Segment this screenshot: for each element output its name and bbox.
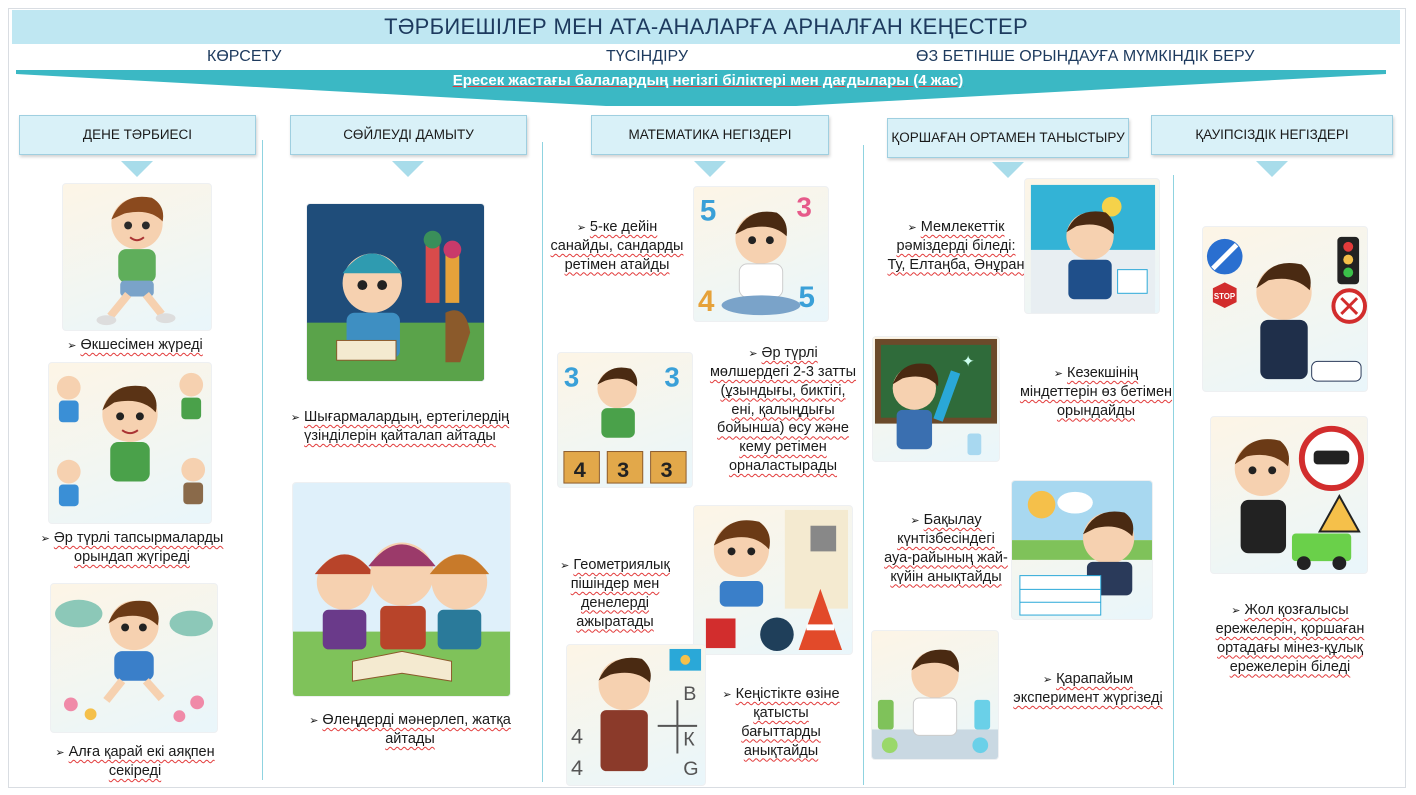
direction-letter: В xyxy=(683,683,697,706)
list-item: ➢ Бақылау күнтізбесіндегі ауа-райының жай-күйін анықтайды xyxy=(884,512,1008,585)
digit-label: 3 xyxy=(660,457,673,483)
bullet-arrow-icon: ➢ xyxy=(560,560,570,572)
bullet-arrow-icon: ➢ xyxy=(910,515,920,527)
arrow-down-icon xyxy=(121,161,153,177)
svg-text:✦: ✦ xyxy=(961,353,975,371)
list-item: ➢ Геометриялық пішіндер мен денелерді ажыратады xyxy=(560,557,670,630)
list-item: ➢ Шығармалардың, ертегілердің үзінділерін қайталап айтады xyxy=(290,409,510,444)
list-item: ➢ Кеңістікте өзіне қатысты бағыттарды анықтайды xyxy=(722,686,840,759)
category-environment: ҚОРШАҒАН ОРТАМЕН ТАНЫСТЫРУ xyxy=(887,118,1129,158)
children-with-book-illustration xyxy=(292,482,511,697)
boy-with-number-blocks-illustration xyxy=(557,352,693,488)
boy-state-symbols-illustration xyxy=(1024,178,1160,314)
bullet-arrow-icon: ➢ xyxy=(1231,605,1241,617)
list-item: ➢ 5-ке дейін санайды, сандарды ретімен атайды xyxy=(550,219,684,273)
stop-sign-label: STOP xyxy=(1213,292,1236,302)
list-item: ➢ Әр түрлі мөлшердегі 2-3 затты (ұзындығы, биктігі, ені, қалыңдығы бойынша) өсу және кему ретімен орналастырады xyxy=(709,345,857,475)
bullet-arrow-icon: ➢ xyxy=(67,340,77,352)
bullet-arrow-icon: ➢ xyxy=(1053,368,1064,380)
direction-letter: 4 xyxy=(570,755,584,781)
direction-letter: G xyxy=(683,758,699,781)
digit-label: 5 xyxy=(699,194,717,228)
boy-weather-calendar-illustration xyxy=(1011,480,1153,620)
method-explain: ТҮСІНДІРУ xyxy=(606,48,688,65)
boy-directions-illustration xyxy=(566,644,706,786)
direction-letter: 4 xyxy=(570,723,584,749)
list-item: ➢ Өкшесімен жүреді xyxy=(67,337,203,353)
arrow-down-icon xyxy=(694,161,726,177)
bullet-arrow-icon: ➢ xyxy=(55,747,65,759)
boy-counting-numbers-illustration xyxy=(693,186,829,322)
column-divider xyxy=(262,140,263,780)
boys-running-illustration xyxy=(48,362,212,524)
list-item: ➢ Кезекшінің міндеттерін өз бетімен орындайды xyxy=(1019,365,1173,419)
bullet-arrow-icon: ➢ xyxy=(40,533,50,545)
digit-label: 4 xyxy=(573,457,586,483)
digit-label: 4 xyxy=(697,285,715,319)
digit-label: 3 xyxy=(796,191,812,223)
boy-reading-fairy-tale-illustration xyxy=(306,203,485,382)
arrow-down-icon xyxy=(392,161,424,177)
bullet-arrow-icon: ➢ xyxy=(722,689,732,701)
digit-label: 3 xyxy=(664,361,680,393)
list-item: ➢ Алға қарай екі аяқпен секіреді xyxy=(55,744,215,779)
boy-road-signs-illustration xyxy=(1202,226,1368,392)
bullet-arrow-icon: ➢ xyxy=(576,222,586,234)
digit-label: 3 xyxy=(617,457,630,483)
bullet-arrow-icon: ➢ xyxy=(309,715,319,727)
boy-jumping-illustration xyxy=(50,583,218,733)
method-show: КӨРСЕТУ xyxy=(207,48,282,65)
direction-letter: К xyxy=(683,728,695,751)
boy-experiment-illustration xyxy=(871,630,999,760)
method-independent: ӨЗ БЕТІНШЕ ОРЫНДАУҒА МҮМКІНДІК БЕРУ xyxy=(916,48,1255,65)
list-item: ➢ Жол қозғалысы ережелерін, қоршаған ортадағы мінез-құлық ережелерін біледі xyxy=(1215,602,1365,675)
category-math: МАТЕМАТИКА НЕГІЗДЕРІ xyxy=(591,115,829,155)
category-physical: ДЕНЕ ТӘРБИЕСІ xyxy=(19,115,256,155)
list-item: ➢ Мемлекеттік рәміздерді біледі: Ту, Елтаңба, Әнұран xyxy=(887,219,1025,273)
arrow-down-icon xyxy=(992,162,1024,178)
boy-walking-illustration xyxy=(62,183,212,331)
digit-label: 3 xyxy=(563,361,580,393)
digit-label: 5 xyxy=(798,281,815,315)
column-divider xyxy=(863,145,864,785)
boy-with-shapes-illustration xyxy=(693,505,853,655)
arrow-down-icon xyxy=(1256,161,1288,177)
list-item: ➢ Әр түрлі тапсырмаларды орындап жүгіреді xyxy=(40,530,224,565)
boy-traffic-rules-illustration xyxy=(1210,416,1368,574)
category-safety: ҚАУІПСІЗДІК НЕГІЗДЕРІ xyxy=(1151,115,1393,155)
bullet-arrow-icon: ➢ xyxy=(907,222,917,234)
category-speech: СӨЙЛЕУДІ ДАМЫТУ xyxy=(290,115,527,155)
list-item: ➢ Өлеңдерді мәнерлеп, жатқа айтады xyxy=(309,712,511,747)
bullet-arrow-icon: ➢ xyxy=(1042,674,1053,686)
column-divider xyxy=(542,142,543,782)
age-banner: Ересек жастағы балалардың негізгі біліктері мен дағдылары (4 жас) xyxy=(452,72,964,89)
boy-cleaning-board-illustration xyxy=(872,336,1000,462)
bullet-arrow-icon: ➢ xyxy=(748,348,758,360)
bullet-arrow-icon: ➢ xyxy=(290,412,301,424)
list-item: ➢ Қарапайым эксперимент жүргізеді xyxy=(1013,671,1163,706)
page-title: ТӘРБИЕШІЛЕР МЕН АТА-АНАЛАРҒА АРНАЛҒАН КЕҢЕСТЕР xyxy=(12,10,1400,44)
